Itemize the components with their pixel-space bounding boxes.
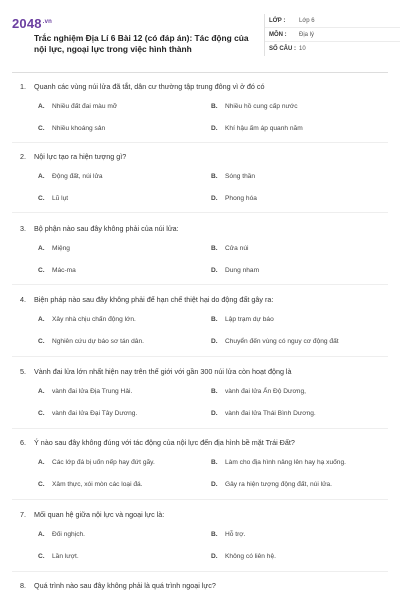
question-number: 3.	[20, 224, 26, 233]
question-4	[12, 295, 388, 346]
option-letter: B.	[211, 103, 218, 110]
option-letter: D.	[211, 481, 218, 488]
option-letter: C.	[38, 410, 45, 417]
option-letter: A.	[38, 316, 45, 323]
option-letter: A.	[38, 459, 45, 466]
document-header	[12, 0, 388, 66]
question-text: Biện pháp nào sau đây không phải để hạn chế thiệt hại do động đất gây ra:	[34, 295, 274, 304]
option-a[interactable]	[38, 530, 211, 539]
options-grid	[12, 387, 388, 418]
option-letter: C.	[38, 553, 45, 560]
question-text: Nội lực tạo ra hiện tượng gì?	[34, 152, 127, 161]
option-d[interactable]	[211, 266, 388, 275]
options-grid	[12, 530, 388, 561]
question-separator	[12, 212, 388, 213]
meta-value: 10	[299, 46, 306, 52]
option-letter: A.	[38, 388, 45, 395]
question-number: 6.	[20, 438, 26, 447]
page-title: Trắc nghiệm Địa Lí 6 Bài 12 (có đáp án): Tác động của nội lực, ngoại lực trong việc hình thành	[34, 33, 249, 54]
option-text: Các lớp đá bị uốn nếp hay đứt gãy.	[52, 459, 155, 466]
option-d[interactable]	[211, 337, 388, 346]
meta-value: Lớp 6	[299, 17, 315, 24]
question-text-row	[12, 438, 388, 448]
logo-suffix-text: .vn	[42, 18, 53, 25]
option-b[interactable]	[211, 530, 388, 539]
option-d[interactable]	[211, 480, 388, 489]
option-text: Nghiên cứu dự báo sơ tán dân.	[52, 338, 144, 345]
logo-main-text: 2048	[12, 16, 42, 31]
option-letter: D.	[211, 338, 218, 345]
options-grid	[12, 244, 388, 275]
question-text-row	[12, 295, 388, 305]
question-separator	[12, 571, 388, 572]
option-c[interactable]	[38, 480, 211, 489]
option-c[interactable]	[38, 194, 211, 203]
question-number: 2.	[20, 152, 26, 161]
question-text: Quanh các vùng núi lửa đã tắt, dân cư thường tập trung đông vì ở đó có	[34, 82, 265, 91]
option-text: Khí hậu ấm áp quanh năm	[225, 125, 303, 132]
option-b[interactable]	[211, 315, 388, 324]
question-separator	[12, 356, 388, 357]
option-text: vành đai lửa Đại Tây Dương.	[52, 410, 138, 417]
option-c[interactable]	[38, 266, 211, 275]
option-letter: D.	[211, 125, 218, 132]
option-b[interactable]	[211, 172, 388, 181]
question-text: Quá trình nào sau đây không phải là quá trình ngoại lực?	[34, 581, 216, 590]
question-text-row	[12, 152, 388, 162]
option-b[interactable]	[211, 102, 388, 111]
options-grid	[12, 315, 388, 346]
option-letter: B.	[211, 316, 218, 323]
option-text: Cửa núi	[225, 245, 249, 252]
option-letter: C.	[38, 125, 45, 132]
option-text: Nhiều hồ cung cấp nước	[225, 103, 298, 110]
option-text: vành đai lửa Địa Trung Hải.	[52, 388, 133, 395]
option-text: vành đai lửa Ấn Độ Dương,	[225, 388, 306, 395]
option-c[interactable]	[38, 409, 211, 418]
option-a[interactable]	[38, 387, 211, 396]
question-number: 7.	[20, 510, 26, 519]
option-letter: B.	[211, 245, 218, 252]
option-d[interactable]	[211, 124, 388, 133]
option-text: Phong hóa	[225, 195, 257, 202]
meta-row-class	[265, 14, 400, 28]
option-letter: D.	[211, 410, 218, 417]
option-letter: C.	[38, 267, 45, 274]
question-separator	[12, 428, 388, 429]
question-3	[12, 224, 388, 275]
meta-key: MÔN :	[269, 31, 287, 38]
question-separator	[12, 142, 388, 143]
option-b[interactable]	[211, 458, 388, 467]
header-divider	[12, 72, 388, 73]
option-letter: C.	[38, 481, 45, 488]
option-d[interactable]	[211, 194, 388, 203]
option-a[interactable]	[38, 102, 211, 111]
option-text: Lần lượt.	[52, 553, 79, 560]
question-6	[12, 438, 388, 489]
option-text: Không có liên hệ.	[225, 553, 276, 560]
option-d[interactable]	[211, 552, 388, 561]
question-separator	[12, 499, 388, 500]
question-text-row	[12, 82, 388, 92]
option-text: Nhiều đất đai màu mỡ	[52, 103, 118, 110]
option-c[interactable]	[38, 124, 211, 133]
options-grid	[12, 102, 388, 133]
option-letter: A.	[38, 103, 45, 110]
option-d[interactable]	[211, 409, 388, 418]
options-grid	[12, 458, 388, 489]
option-b[interactable]	[211, 387, 388, 396]
option-a[interactable]	[38, 172, 211, 181]
option-text: Mác-ma	[52, 267, 76, 274]
question-number: 4.	[20, 295, 26, 304]
options-grid	[12, 172, 388, 203]
option-text: Xâm thực, xói mòn các loại đá.	[52, 481, 143, 488]
option-text: Làm cho địa hình nâng lên hay hạ xuống.	[225, 459, 346, 466]
option-letter: B.	[211, 459, 218, 466]
option-text: Đối nghịch.	[52, 531, 85, 538]
option-text: Chuyển đến vùng có nguy cơ động đất	[225, 338, 339, 345]
option-letter: B.	[211, 388, 218, 395]
question-text: Bộ phận nào sau đây không phải của núi lửa:	[34, 224, 179, 233]
option-text: Gây ra hiện tượng động đất, núi lửa.	[225, 481, 332, 488]
question-number: 5.	[20, 367, 26, 376]
question-number: 1.	[20, 82, 26, 91]
meta-key: LỚP :	[269, 17, 286, 24]
option-letter: A.	[38, 531, 45, 538]
question-text: Ý nào sau đây không đúng với tác động của nội lực đến địa hình bề mặt Trái Đất?	[34, 438, 295, 447]
option-b[interactable]	[211, 244, 388, 253]
meta-table	[264, 14, 400, 56]
option-c[interactable]	[38, 552, 211, 561]
question-8	[12, 581, 388, 591]
question-1	[12, 82, 388, 133]
option-letter: A.	[38, 245, 45, 252]
option-letter: B.	[211, 531, 218, 538]
question-5	[12, 367, 388, 418]
option-text: Lũ lụt	[52, 195, 69, 202]
option-a[interactable]	[38, 315, 211, 324]
meta-key: SỐ CÂU :	[269, 46, 296, 52]
option-text: Lập trạm dự báo	[225, 316, 274, 323]
question-separator	[12, 284, 388, 285]
option-letter: C.	[38, 195, 45, 202]
question-text: Mối quan hệ giữa nội lực và ngoại lực là:	[34, 510, 165, 519]
option-text: Xây nhà chịu chấn động lớn.	[52, 316, 136, 323]
option-c[interactable]	[38, 337, 211, 346]
option-a[interactable]	[38, 458, 211, 467]
option-text: Dung nham	[225, 267, 260, 274]
question-text: Vành đai lửa lớn nhất hiện nay trên thế giới với gần 300 núi lửa còn hoạt động là	[34, 367, 292, 376]
option-letter: D.	[211, 553, 218, 560]
option-letter: A.	[38, 173, 45, 180]
option-letter: B.	[211, 173, 218, 180]
option-text: Miệng	[52, 245, 70, 252]
option-text: Sóng thần	[225, 173, 256, 180]
option-a[interactable]	[38, 244, 211, 253]
option-letter: C.	[38, 338, 45, 345]
option-text: vành đai lửa Thái Bình Dương.	[225, 410, 316, 417]
meta-value: Địa lý	[299, 31, 315, 38]
question-text-row	[12, 581, 388, 591]
option-text: Nhiều khoáng sản	[52, 125, 106, 132]
question-7	[12, 510, 388, 561]
option-text: Hỗ trợ.	[225, 531, 246, 538]
question-text-row	[12, 224, 388, 234]
question-text-row	[12, 367, 388, 377]
question-number: 8.	[20, 581, 26, 590]
option-letter: D.	[211, 267, 218, 274]
option-letter: D.	[211, 195, 218, 202]
question-text-row	[12, 510, 388, 520]
option-text: Động đất, núi lửa	[52, 173, 103, 180]
meta-row-count	[265, 42, 400, 56]
question-2	[12, 152, 388, 203]
meta-row-subject	[265, 28, 400, 42]
